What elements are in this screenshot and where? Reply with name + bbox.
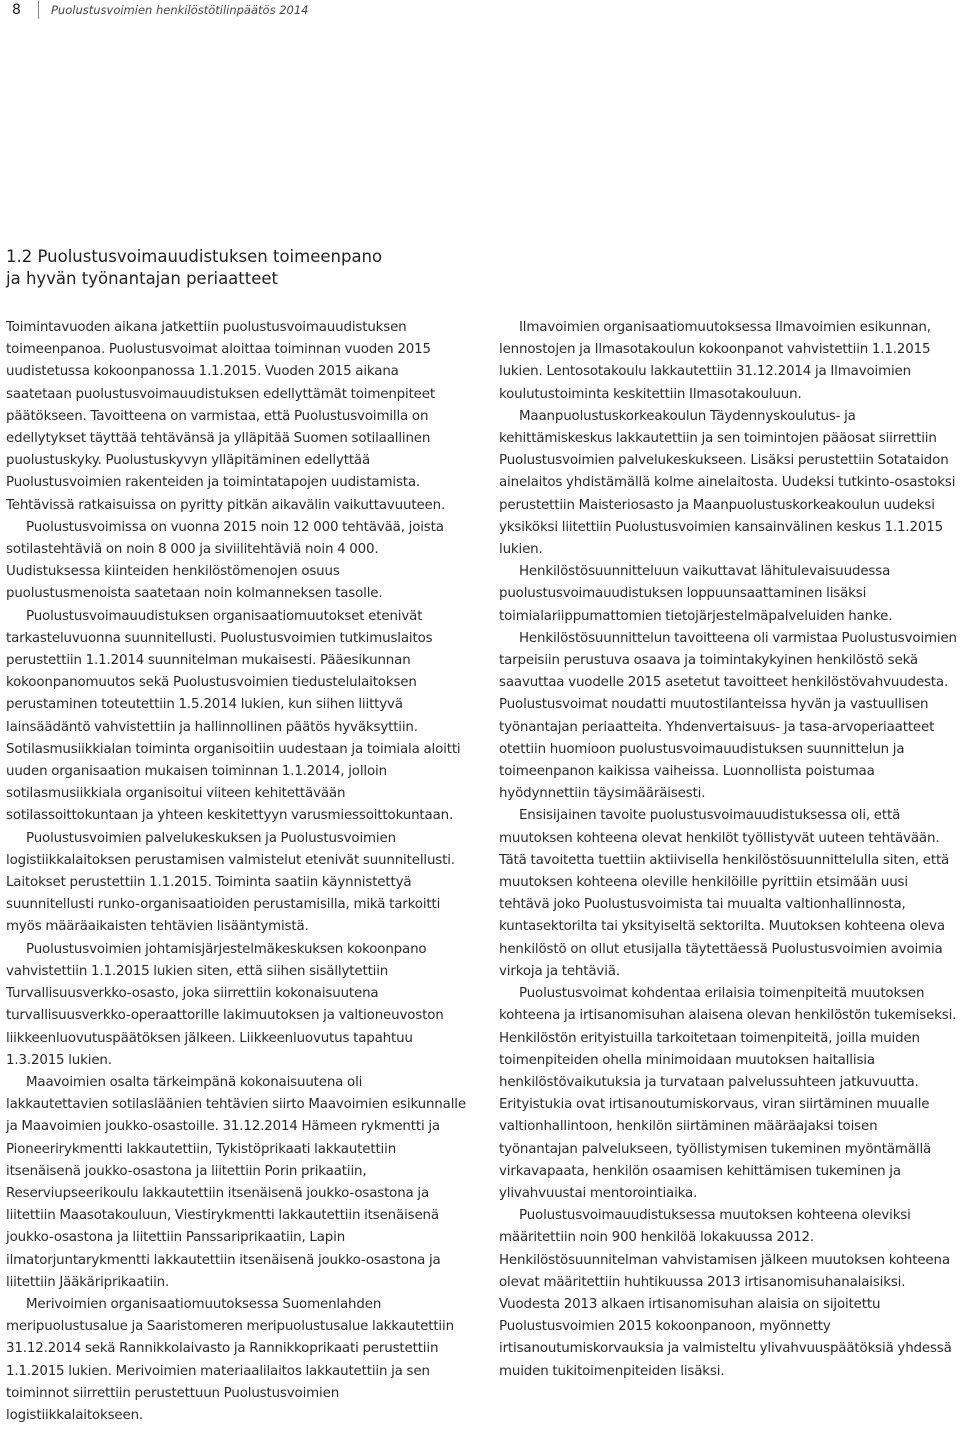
page-number: 8 bbox=[12, 2, 21, 18]
page-header bbox=[12, 0, 309, 20]
paragraph: Ilmavoimien organisaatiomuutoksessa Ilmavoimien esikunnan, lennostojen ja Ilmasotakoulun kokoonpanot vahvistettiin 1.1.2015 lukien. Lentosotakoulu lakkautettiin 31.12.2014 ja Ilmavoimien koulutustoiminta keskitettiin Ilmasotakouluun. bbox=[499, 320, 931, 402]
paragraph: Merivoimien organisaatiomuutoksessa Suomenlahden meripuolustusalue ja Saaristomeren meripuolustusalue lakkautettiin 31.12.2014 sekä Rannikkolaivasto ja Rannikkoprikaati perustettiin 1.1.2015 lukien. Merivoimien materiaalilaitos lakkautettiin ja sen toiminnot siirrettiin perustettuun Puolustusvoimien logistiikkalaitokseen. bbox=[6, 1296, 454, 1423]
right-column bbox=[499, 317, 959, 1383]
paragraph: Puolustusvoimissa on vuonna 2015 noin 12 000 tehtävää, joista sotilastehtäviä on noin 8 000 ja siviilitehtäviä noin 4 000. Uudistuksessa kiinteiden henkilöstömenojen osuus puolustusmenoista saatetaan noin kolmanneksen tasolle. bbox=[6, 519, 444, 602]
paragraph: Puolustusvoimien johtamisjärjestelmäkeskuksen kokoonpano vahvistettiin 1.1.2015 lukien siten, että siihen sisällytettiin Turvallisuusverkko-osasto, joka siirrettiin kokonaisuutena turvallisuusverkko-operaattorille lakimuutoksen ja valtioneuvoston liikkeenluovutuspäätöksen jälkeen. Liikkeenluovutus tapahtuu 1.3.2015 lukien. bbox=[6, 941, 444, 1068]
section-heading-line-1: 1.2 Puolustusvoimauudistuksen toimeenpano bbox=[6, 247, 383, 266]
paragraph: Puolustusvoimauudistuksen organisaatiomuutokset etenivät tarkasteluvuonna suunnitellusti. Puolustusvoimien tutkimuslaitos perustettiin 1.1.2014 suunnitelman mukaisesti. Pääesikunnan kokoonpanomuutos sekä Puolustusvoimien tiedustelulaitoksen perustaminen toteutettiin 1.5.2014 lukien, kun siihen liittyvä lainsäädäntö vahvistettiin ja hallinnollinen päätös hyväksyttiin. Sotilasmusiikkialan toiminta organisoitiin uudestaan ja toimiala aloitti uuden organisaation mukaisen toiminnan 1.1.2014, jolloin sotilasmusiikkiala organisoitui viiteen kehitettävään sotilassoittokuntaan ja yhteen keskitettyyn varusmiessoittokuntaan. bbox=[6, 608, 461, 824]
paragraph: Toimintavuoden aikana jatkettiin puolustusvoimauudistuksen toimeenpanoa. Puolustusvoimat aloittaa toiminnan vuoden 2015 uudistetussa kokoonpanossa 1.1.2015. Vuoden 2015 aikana saatetaan puolustusvoimauudistuksen edellyttämät toimenpiteet päätökseen. Tavoitteena on varmistaa, että Puolustusvoimilla on edellytykset täyttää tehtävänsä ja ylläpitää Suomen sotilaallinen puolustuskyky. Puolustuskyvyn ylläpitäminen edellyttää Puolustusvoimien rakenteiden ja toimintatapojen uudistamista. Tehtävissä ratkaisuissa on pyritty pitkän aikavälin vaikuttavuuteen. bbox=[6, 320, 446, 513]
paragraph: Maavoimien osalta tärkeimpänä kokonaisuutena oli lakkautettavien sotilasläänien tehtävien siirto Maavoimien esikunnalle ja Maavoimien joukko-osastoille. 31.12.2014 Hämeen rykmentti ja Pioneerirykmentti lakkautettiin, Tykistöprikaati lakkautettiin itsenäisenä joukko-osastona ja liitettiin Porin prikaatiin, Reserviupseerikoulu lakkautettiin itsenäisenä joukko-osastona ja liitettiin Maasotakouluun, Viestirykmentti lakkautettiin itsenäisenä joukko-osastona ja liitettiin Panssariprikaatiin, Lapin ilmatorjuntarykmentti lakkautettiin itsenäisenä joukko-osastona ja liitettiin Jääkäriprikaatiin. bbox=[6, 1074, 466, 1290]
section-heading-line-2: ja hyvän työnantajan periaatteet bbox=[6, 269, 279, 288]
section-heading bbox=[6, 246, 476, 290]
paragraph: Ensisijainen tavoite puolustusvoimauudistuksessa oli, että muutoksen kohteena olevat henkilöt työllistyvät uuteen tehtävään. Tätä tavoitetta tuettiin aktiivisella henkilöstösuunnittelulla siten, että muutoksen kohteena oleville henkilöille pyrittiin etsimään uusi tehtävä joko Puolustusvoimista tai muualta valtionhallinnosta, kuntasektorilta tai yksityiseltä sektorilta. Muutoksen kohteena oleva henkilöstö on ollut etusijalla täytettäessä Puolustusvoimien avoimia virkoja ja tehtäviä. bbox=[499, 808, 950, 979]
left-column bbox=[6, 317, 468, 1427]
paragraph: Puolustusvoimauudistuksessa muutoksen kohteena oleviksi määritettiin noin 900 henkilöä lokakuussa 2012. Henkilöstösuunnitelman vahvistamisen jälkeen muutoksen kohteena olevat määritettiin huhtikuussa 2013 irtisanomisuhanalaisiksi. Vuodesta 2013 alkaen irtisanomisuhan alaisia on sijoitettu Puolustusvoimien 2015 kokoonpanoon, myönnetty irtisanoutumiskorvauksia ja valmisteltu ylivahvuuspäätöksiä yhdessä muiden tukitoimenpiteiden lisäksi. bbox=[499, 1208, 952, 1379]
running-title: Puolustusvoimien henkilöstötilinpäätös 2014 bbox=[51, 3, 309, 17]
paragraph: Puolustusvoimat kohdentaa erilaisia toimenpiteitä muutoksen kohteena ja irtisanomisuhan alaisena olevan henkilöstön tukemiseksi. Henkilöstön erityistuilla tarkoitetaan toimenpiteitä, joilla muiden toimenpiteiden ohella minimoidaan muutoksen haitallisia henkilöstövaikutuksia ja turvataan palvelussuhteen jatkuvuutta. Erityistukia ovat irtisanoutumiskorvaus, viran siirtäminen muualle valtionhallintoon, henkilön siirtäminen määräajaksi toisen työnantajan palvelukseen, työllistymisen tukeminen myöntämällä virkavapaata, henkilön osaamisen kehittämisen tukeminen ja ylivahvuustai mentorointiaika. bbox=[499, 986, 957, 1201]
paragraph: Henkilöstösuunnittelun tavoitteena oli varmistaa Puolustusvoimien tarpeisiin perustuva osaava ja toimintakykyinen henkilöstö sekä saavuttaa vuodelle 2015 asetetut tavoitteet henkilöstövahvuudesta. Puolustusvoimat noudatti muutostilanteissa hyvän ja vastuullisen työnantajan periaatteita. Yhdenvertaisuus- ja tasa-arvoperiaatteet otettiin huomioon puolustusvoimauudistuksen suunnittelun ja toimeenpanon kaikissa vaiheissa. Luonnollista poistumaa hyödynnettiin täysimääräisesti. bbox=[499, 630, 957, 802]
header-divider bbox=[38, 1, 39, 19]
paragraph: Maanpuolustuskorkeakoulun Täydennyskoulutus- ja kehittämiskeskus lakkautettiin ja sen toimintojen pääosat siirrettiin Puolustusvoimien palvelukeskukseen. Lisäksi perustettiin Sotataidon ainelaitos yhdistämällä kolme ainelaitosta. Uudeksi tutkinto-osastoksi perustettiin Maisteriosasto ja Maanpuolustuskorkeakoulun uudeksi yksiköksi liitettiin Puolustusvoimien kansainvälinen keskus 1.1.2015 lukien. bbox=[499, 408, 956, 558]
paragraph: Henkilöstösuunnitteluun vaikuttavat lähitulevaisuudessa puolustusvoimauudistuksen loppuunsaattaminen lisäksi toimialariippumattomien tietojärjestelmäpalveluiden hanke. bbox=[499, 564, 893, 624]
paragraph: Puolustusvoimien palvelukeskuksen ja Puolustusvoimien logistiikkalaitoksen perustamisen valmistelut etenivät suunnitellusti. Laitokset perustettiin 1.1.2015. Toiminta saatiin käynnistettyä suunnitellusti runko-organisaatioiden perustamisilla, mikä tarkoitti myös määräaikaisten tehtävien lisääntymistä. bbox=[6, 830, 455, 935]
